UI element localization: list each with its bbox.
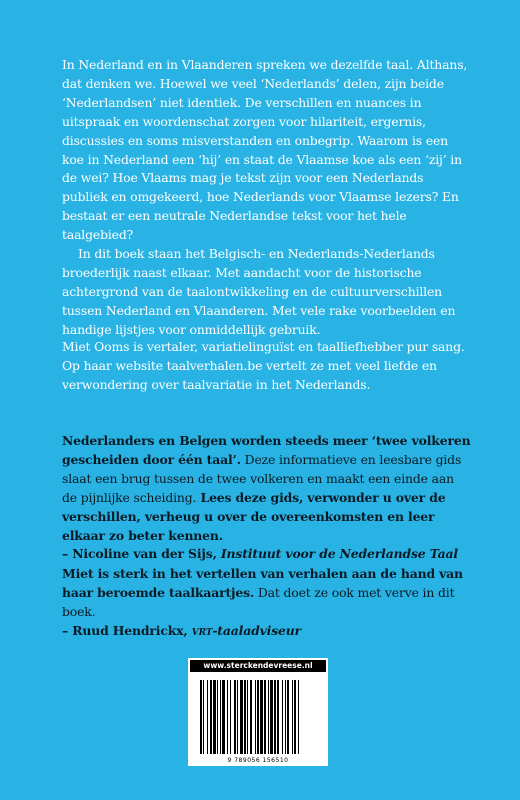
barcode-bar (260, 680, 263, 754)
review-quote-2-attribution (62, 622, 472, 641)
barcode-bar (292, 680, 293, 754)
quote-1-affiliation: Instituut voor de Nederlandse Taal (220, 546, 458, 562)
quote-2-affiliation-org: vrt (191, 622, 213, 638)
book-description (62, 56, 472, 340)
barcode-bar (213, 680, 216, 754)
review-quote-1-attribution (62, 545, 472, 564)
barcode-bar (227, 680, 228, 754)
barcode-bar (247, 680, 248, 754)
barcode-bar (277, 680, 279, 754)
isbn-barcode (200, 680, 316, 754)
barcode-bar (255, 680, 256, 754)
barcode-bar (210, 680, 212, 754)
quote-2-body: Dat doet ze ook met verve in dit boek. (62, 584, 455, 619)
barcode-bar (250, 680, 252, 754)
barcode-bar (230, 680, 231, 754)
description-paragraph-1: In Nederland en in Vlaanderen spreken we dezelfde taal. Althans, dat denken we. Hoewel we veel ‘Nederlands’ delen, zijn beide ‘Nederlandsen’ niet identiek. De verschillen en nuances in uitspraak en woordenschat zorgen voor hilariteit, ergernis, discussies en soms misverstanden en onbegrip. Waarom is een koe in Nederland een ‘hij’ en staat de Vlaamse koe als een ‘zij’ in de wei? Hoe Vlaams mag je tekst zijn voor een Nederlands publiek en omgekeerd, hoe Nederlands voor Vlaamse lezers? En bestaat er een neutrale Nederlandse tekst voor het hele taalgebied? (62, 57, 468, 243)
review-quote-2-text (62, 565, 472, 622)
barcode-bar (294, 680, 296, 754)
quote-1-lead-2: Lees deze gids, verwonder u over de verschillen, verheug u over de overeenkomsten en leer elkaar zo beter kennen. (62, 489, 446, 543)
barcode-bar (240, 680, 243, 754)
barcode-bar (264, 680, 266, 754)
review-quote-1-text (62, 432, 472, 545)
quote-1-lead: Nederlanders en Belgen worden steeds meer ‘twee volkeren gescheiden door één taal’. (62, 433, 471, 467)
barcode-bar (203, 680, 204, 754)
barcode-bar (200, 680, 202, 754)
barcode-bar (237, 680, 238, 754)
quote-2-affiliation-role: -taaladviseur (212, 622, 301, 638)
quote-1-body: Deze informatieve en leesbare gids slaat een brug tussen de twee volkeren en maakt een einde aan de pijnlijke scheiding. (62, 451, 462, 505)
barcode-bar (298, 680, 299, 754)
barcode-bar (268, 680, 269, 754)
barcode-bar (222, 680, 225, 754)
quote-1-author: – Nicoline van der Sijs, (62, 546, 221, 562)
quote-2-author: – Ruud Hendrickx, (62, 622, 192, 638)
barcode-bar (220, 680, 221, 754)
barcode-bar (274, 680, 276, 754)
isbn-number: 9 789056 156510 (227, 757, 289, 764)
barcode-bar (270, 680, 273, 754)
barcode-bar (257, 680, 259, 754)
quote-2-lead: Miet is sterk in het vertellen van verhalen aan de hand van haar beroemde taalkaartjes. (62, 566, 463, 600)
barcode-bar (282, 680, 283, 754)
review-quote-2 (62, 565, 472, 641)
review-quote-1 (62, 432, 472, 564)
barcode-bar (207, 680, 208, 754)
barcode-bar (217, 680, 218, 754)
author-bio (62, 338, 472, 395)
author-bio-text: Miet Ooms is vertaler, variatielinguïst en taalliefhebber pur sang. Op haar website taalverhalen.be vertelt ze met veel liefde en verwondering over taalvariatie in het Nederlands. (62, 339, 465, 392)
barcode-bar (234, 680, 236, 754)
barcode-bar (244, 680, 246, 754)
barcode-bar (285, 680, 286, 754)
description-paragraph-2: In dit boek staan het Belgisch- en Nederlands-Nederlands broederlijk naast elkaar. Met aandacht voor de historische achtergrond van de taalontwikkeling en de cultuurverschillen tussen Nederland en Vlaanderen. Met vele rake voorbeelden en handige lijstjes voor onmiddellijk gebruik. (62, 246, 456, 337)
publisher-url: www.sterckendevreese.nl (190, 660, 326, 672)
barcode-bar (287, 680, 289, 754)
